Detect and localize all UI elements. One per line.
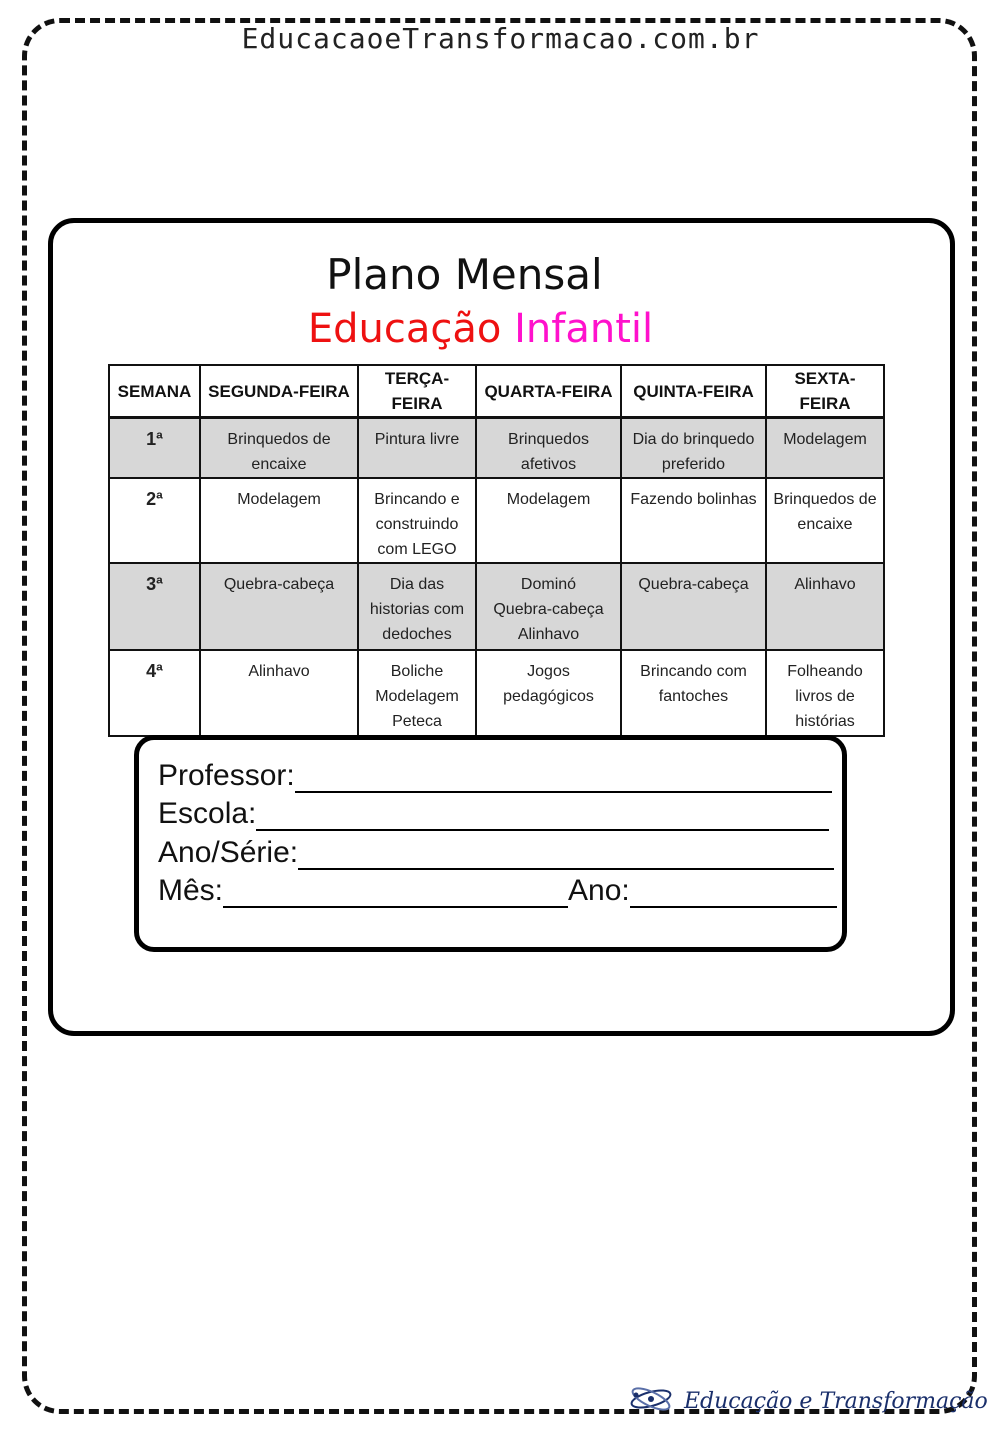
- professor-row: [158, 759, 832, 793]
- table-row: [109, 418, 884, 479]
- escola-row: [158, 797, 829, 831]
- activity-cell: Dia das historias com dedoches: [358, 563, 476, 650]
- ano-field[interactable]: [630, 876, 837, 908]
- professor-label: Professor:: [158, 759, 295, 792]
- activity-cell: Boliche Modelagem Peteca: [358, 650, 476, 736]
- activity-cell: Pintura livre: [358, 418, 476, 479]
- activity-cell: Jogos pedagógicos: [476, 650, 621, 736]
- table-row: [109, 478, 884, 563]
- col-header-quarta: QUARTA-FEIRA: [476, 365, 621, 418]
- col-header-semana: SEMANA: [109, 365, 200, 418]
- ano-serie-row: [158, 836, 834, 870]
- page-title-text: Plano Mensal: [326, 250, 603, 299]
- col-header-segunda: SEGUNDA-FEIRA: [200, 365, 358, 418]
- activity-cell: Brinquedos de encaixe: [200, 418, 358, 479]
- activity-cell: Folheando livros de histórias: [766, 650, 884, 736]
- page-subtitle: [0, 306, 1001, 352]
- activity-cell: Quebra-cabeça: [621, 563, 766, 650]
- mes-field[interactable]: [223, 876, 568, 908]
- activity-cell: Dia do brinquedo preferido: [621, 418, 766, 479]
- activity-cell: Modelagem: [766, 418, 884, 479]
- week-cell: 2ª: [109, 478, 200, 563]
- mes-label: Mês:: [158, 874, 224, 907]
- week-cell: 3ª: [109, 563, 200, 650]
- table-row: [109, 650, 884, 736]
- activity-cell: Brincando e construindo com LEGO: [358, 478, 476, 563]
- footer-brand: [628, 1384, 988, 1418]
- activity-cell: Brincando com fantoches: [621, 650, 766, 736]
- col-header-quinta: QUINTA-FEIRA: [621, 365, 766, 418]
- activity-cell: Modelagem: [476, 478, 621, 563]
- activity-cell: Alinhavo: [766, 563, 884, 650]
- subtitle-wrap: [308, 306, 653, 352]
- site-url: EducacaoeTransformacao.com.br: [241, 22, 760, 55]
- activity-cell: Alinhavo: [200, 650, 358, 736]
- activity-cell: Quebra-cabeça: [200, 563, 358, 650]
- weekly-plan-table: [108, 364, 885, 737]
- activity-cell: Fazendo bolinhas: [621, 478, 766, 563]
- subtitle-part2: Infantil: [514, 306, 654, 352]
- col-header-terca: TERÇA-FEIRA: [358, 365, 476, 418]
- ano-serie-field[interactable]: [298, 838, 834, 870]
- activity-cell: Dominó Quebra-cabeça Alinhavo: [476, 563, 621, 650]
- escola-label: Escola:: [158, 797, 257, 830]
- table-row: [109, 563, 884, 650]
- escola-field[interactable]: [256, 799, 829, 831]
- col-header-sexta: SEXTA-FEIRA: [766, 365, 884, 418]
- professor-field[interactable]: [295, 761, 832, 793]
- subtitle-part1: Educação: [307, 306, 502, 352]
- ano-serie-label: Ano/Série:: [158, 836, 299, 869]
- ano-label: Ano:: [568, 874, 630, 907]
- activity-cell: Brinquedos afetivos: [476, 418, 621, 479]
- table-header-row: [109, 365, 884, 418]
- page-title: [0, 250, 1001, 299]
- activity-cell: Modelagem: [200, 478, 358, 563]
- week-cell: 4ª: [109, 650, 200, 736]
- activity-cell: Brinquedos de encaixe: [766, 478, 884, 563]
- atom-orbit-icon: [628, 1384, 674, 1418]
- week-cell: 1ª: [109, 418, 200, 479]
- footer-brand-text: Educação e Transformação: [684, 1388, 988, 1414]
- mes-ano-row: [158, 874, 837, 908]
